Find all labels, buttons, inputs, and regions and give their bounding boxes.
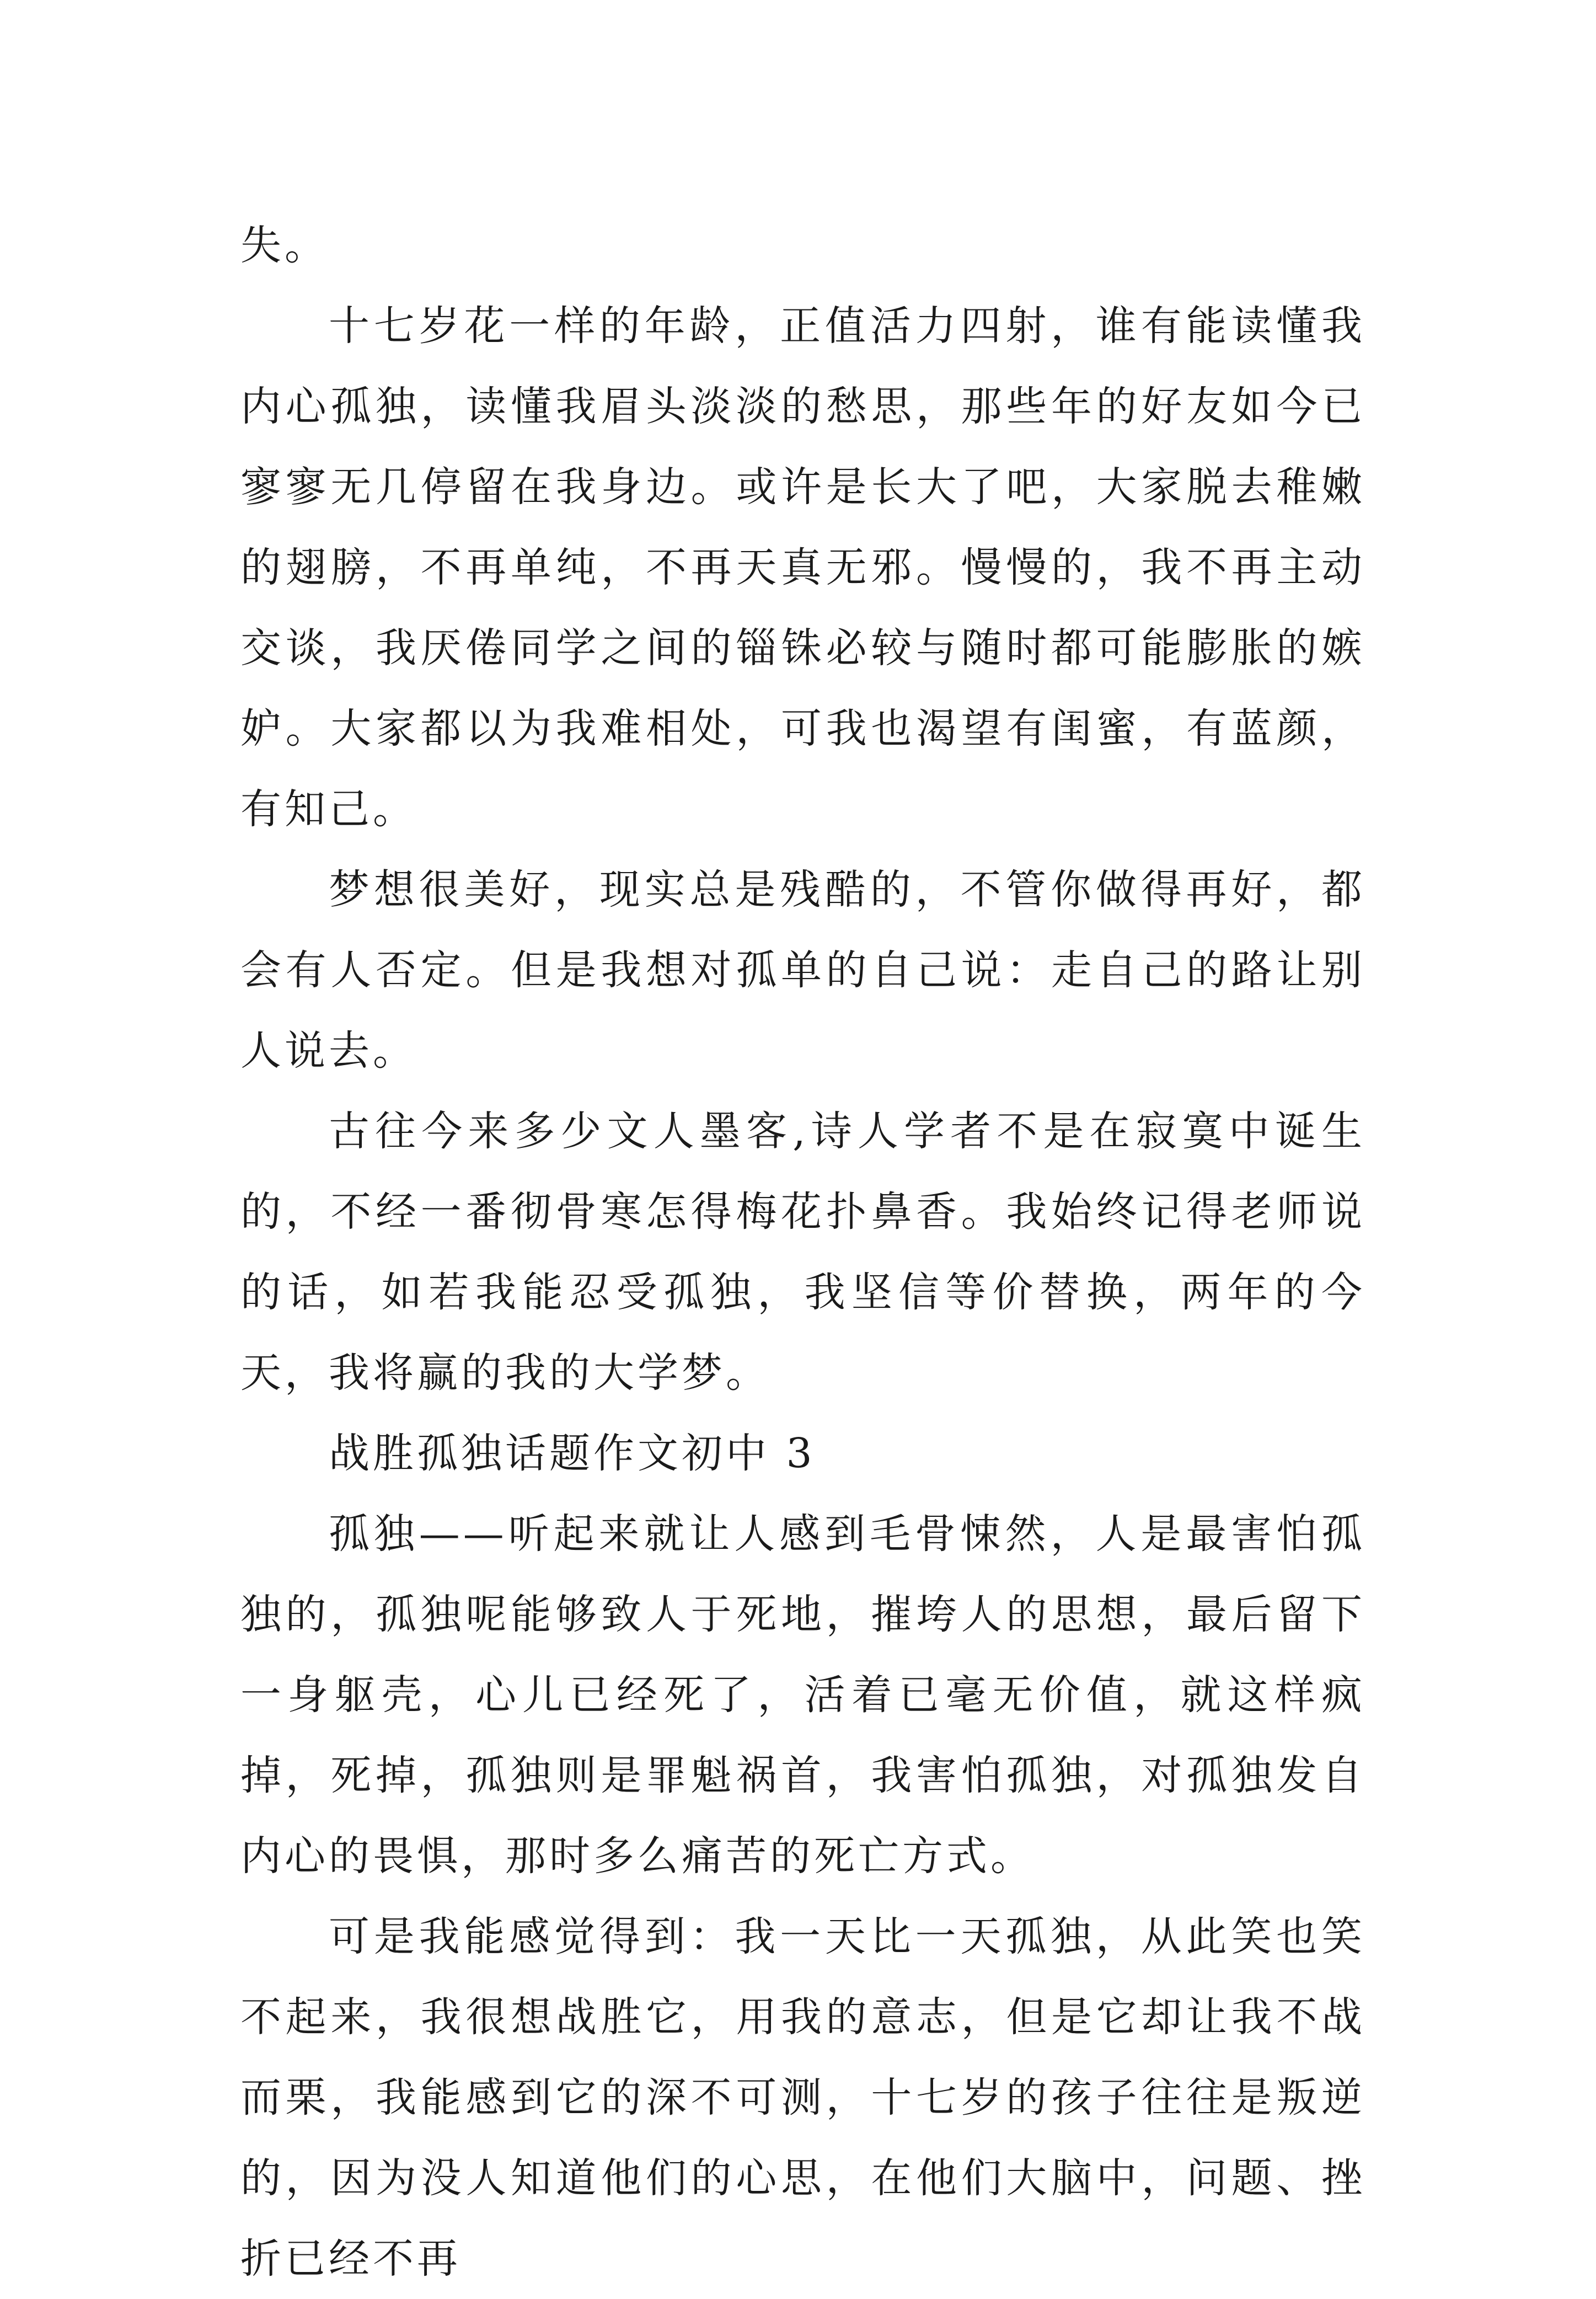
paragraph-6: 可是我能感觉得到：我一天比一天孤独，从此笑也笑不起来，我很想战胜它，用我的意志，但是它却让我不战而栗，我能感到它的深不可测，十七岁的孩子往往是叛逆的，因为没人知道他们的心思，在他们大脑中，问题、挫折已经不再 <box>240 1913 1365 2282</box>
paragraph-5: 孤独——听起来就让人感到毛骨悚然，人是最害怕孤独的，孤独呢能够致人于死地，摧垮人的思想，最后留下一身躯壳，心儿已经死了，活着已毫无价值，就这样疯掉，死掉，孤独则是罪魁祸首，我害怕孤独，对孤独发自内心的畏惧，那时多么痛苦的死亡方式。 <box>240 1510 1365 1880</box>
paragraph-2: 十七岁花一样的年龄，正值活力四射，谁有能读懂我内心孤独，读懂我眉头淡淡的愁思，那些年的好友如今已寥寥无几停留在我身边。或许是长大了吧，大家脱去稚嫩的翅膀，不再单纯，不再天真无邪。慢慢的，我不再主动交谈，我厌倦同学之间的锱铢必较与随时都可能膨胀的嫉妒。大家都以为我难相处，可我也渴望有闺蜜，有蓝颜，有知己。 <box>240 302 1365 833</box>
paragraph-4: 古往今来多少文人墨客,诗人学者不是在寂寞中诞生的，不经一番彻骨寒怎得梅花扑鼻香。我始终记得老师说的话，如若我能忍受孤独，我坚信等价替换，两年的今天，我将赢的我的大学梦。 <box>240 1108 1365 1397</box>
paragraph-3: 梦想很美好，现实总是残酷的，不管你做得再好，都会有人否定。但是我想对孤单的自己说：走自己的路让别人说去。 <box>240 866 1365 1074</box>
paragraph-1: 失。 <box>240 222 329 269</box>
document-body <box>240 205 1365 2299</box>
section-heading: 战胜孤独话题作文初中 3 <box>329 1430 816 1477</box>
